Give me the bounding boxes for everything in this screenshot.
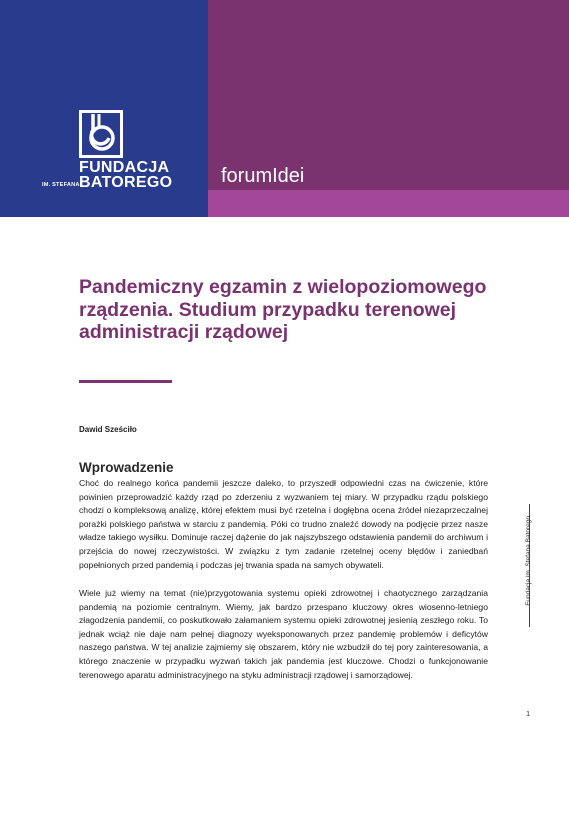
paragraph: Choć do realnego końca pandemii jeszcze daleko, to przyszedł odpowiedni czas na ćwiczenie, które powinien przeprowadzić każdy rząd po zderzeniu z wyzwaniem tej miary. W przypadku rządu polskiego chodzi o kompleksową analizę, której efektem musi być rzetelna i dogłębna ocena źródeł niezaprzeczalnej porażki polskiego państwa w starciu z pandemią. Póki co trudno znaleźć dowody na podjęcie przez nasze władze takiego wysiłku. Dominuje raczej dążenie do jak najszybszego odstawienia pandemii do archiwum i przejścia do nowej rzeczywistości. W związku z tym zadanie rzetelnej oceny błędów i zaniedbań popełnionych przed pandemią i podczas jej trwania spada na samych obywateli. xyxy=(79,478,488,570)
section-heading: Wprowadzenie xyxy=(79,460,174,475)
document-title: Pandemiczny egzamin z wielopoziomowego rządzenia. Studium przypadku terenowej administracji rządowej xyxy=(79,276,487,343)
logo-text-batorego: BATOREGO xyxy=(79,174,173,191)
author-name: Dawid Sześciło xyxy=(79,425,137,434)
foundation-logo-icon xyxy=(79,110,123,158)
series-name: forumIdei xyxy=(221,165,305,187)
paragraph: Wiele już wiemy na temat (nie)przygotowania systemu opieki zdrowotnej i chaotycznego zarządzania pandemią na poziomie centralnym. Wiemy, jak bardzo przespano kluczowy okres wiosenno-letniego złagodzenia pandemii, co poskutkowało załamaniem systemu opieki zdrowotnej jesienią zeszłego roku. To jednak wciąż nie daje nam pełnej diagnozy wyeksponowanych przez pandemię problemów i deficytów naszego państwa. W tej analizie zajmiemy się obszarem, który nie wzbudził do tej pory zainteresowania, a którego znaczenie w przypadku wyzwań takich jak pandemia jest kluczowe. Chodzi o funkcjonowanie terenowego aparatu administracyjnego na styku administracji rządowej i samorządowej. xyxy=(79,588,488,680)
header-stripe xyxy=(208,190,569,217)
header-purple-panel xyxy=(208,0,569,190)
logo-text-im-stefana: IM. STEFANA xyxy=(42,182,80,188)
page-number: 1 xyxy=(526,709,531,718)
logo-text-fundacja: FUNDACJA xyxy=(79,159,170,176)
title-underline xyxy=(79,380,172,383)
sidebar-foundation-label: Fundacja im. Stefana Batorego xyxy=(525,516,532,606)
